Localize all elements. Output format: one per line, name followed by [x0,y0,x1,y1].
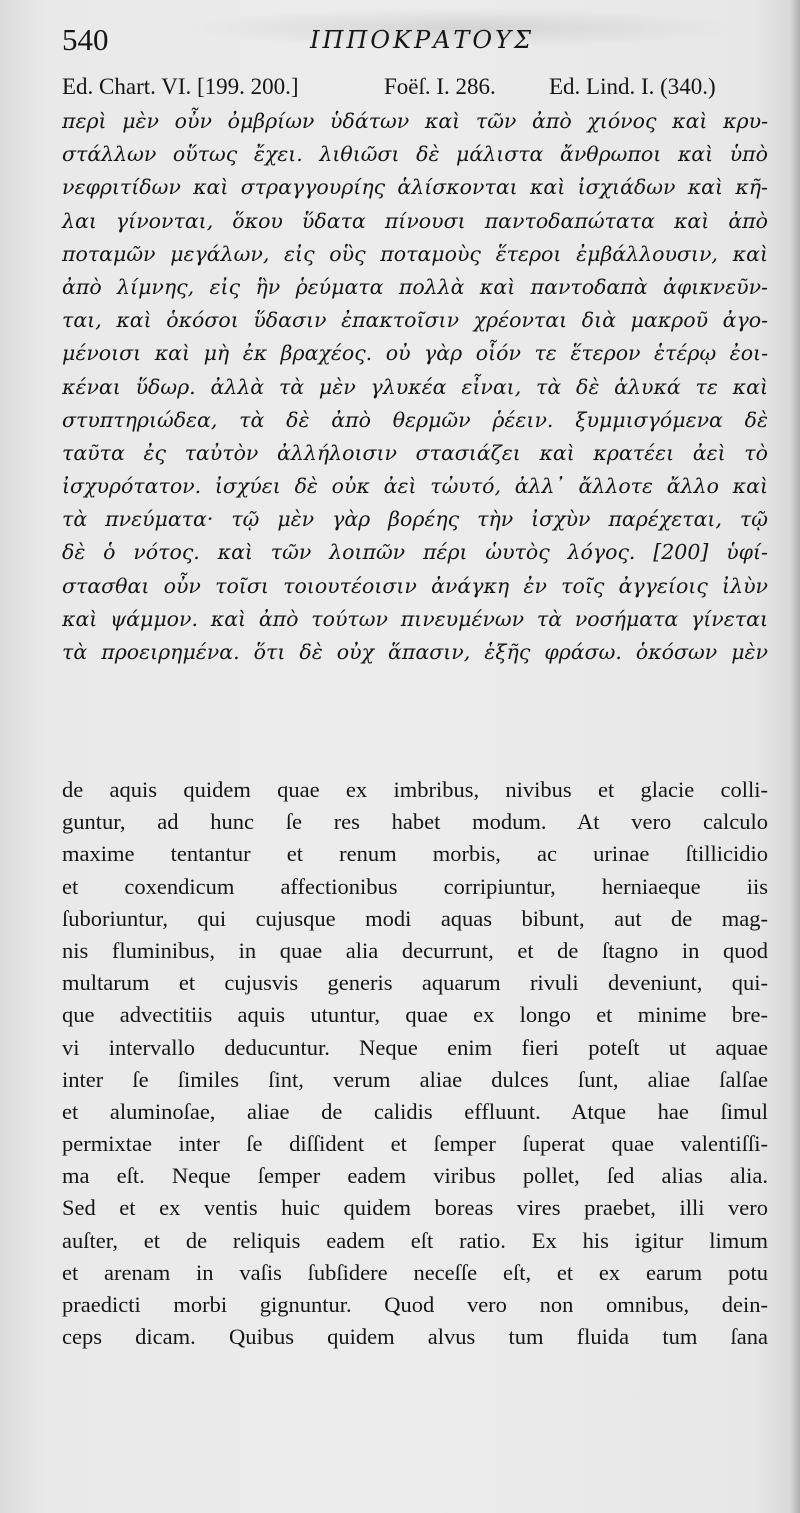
chartier-edition-ref: Ed. Chart. VI. [199. 200.] [62,74,299,99]
latin-text-line: guntur, ad hunc ſe res habet modum. At vero calculo [62,809,768,835]
greek-text-line: ταῦτα ἐς ταὐτὸν ἀλλήλοισιν στασιάζει καὶ κρατέει ἀεὶ τὸ [62,440,768,465]
latin-text-line: nis fluminibus, in quae alia decurrunt, et de ſtagno in quod [62,937,768,963]
greek-text-line: νεφριτίδων καὶ στραγγουρίης ἁλίσκονται καὶ ἰσχιάδων καὶ κῆ- [62,175,768,200]
latin-text-line: maxime tentantur et renum morbis, ac urinae ſtillicidio [62,841,768,867]
latin-text-line: Sed et ex ventis huic quidem boreas vires praebet, illi vero [62,1195,768,1221]
page-edge-shadow [790,0,800,1513]
greek-text-line: ἀπὸ λίμνης, εἰς ἣν ῥεύματα πολλὰ καὶ παντοδαπὰ ἀφικνεῦν- [62,274,768,299]
latin-text-line: vi intervallo deducuntur. Neque enim fieri poteſt ut aquae [62,1034,768,1060]
latin-text-line: ma eſt. Neque ſemper eadem viribus pollet, ſed alias alia. [62,1163,768,1189]
latin-text-line: et aluminoſae, aliae de calidis effluunt. Atque hae ſimul [62,1098,768,1124]
latin-text-line: et arenam in vaſis ſubſidere neceſſe eſt, et ex earum potu [62,1259,768,1285]
greek-text-line: μένοισι καὶ μὴ ἐκ βραχέος. οὐ γὰρ οἷόν τε ἕτερον ἑτέρῳ ἐοι- [62,341,768,366]
latin-text-line: ſuboriuntur, qui cujusque modi aquas bibunt, aut de mag- [62,905,768,931]
greek-text-line: λαι γίνονται, ὅκου ὕδατα πίνουσι παντοδαπώτατα καὶ ἀπὸ [62,208,768,233]
latin-text-line: multarum et cujusvis generis aquarum rivuli deveniunt, qui- [62,970,768,996]
page-number: 540 [62,22,109,57]
greek-text-line: ται, καὶ ὁκόσοι ὕδασιν ἐπακτοῖσιν χρέονται διὰ μακροῦ ἀγο- [62,308,768,333]
greek-text-block [62,105,768,669]
greek-text-line: τὰ προειρημένα. ὅτι δὲ οὐχ ἅπασιν, ἑξῆς φράσω. ὁκόσων μὲν [62,640,768,664]
latin-text-line: praedicti morbi gignuntur. Quod vero non omnibus, dein- [62,1292,768,1317]
greek-text-line: στασθαι οὖν τοῖσι τοιουτέοισιν ἀνάγκη ἐν τοῖς ἀγγείοις ἰλὺν [62,573,768,598]
greek-text-line: δὲ ὁ νότος. καὶ τῶν λοιπῶν πέρι ὡυτὸς λόγος. [200] ὑφί- [62,540,768,565]
latin-text-line: inter ſe ſimiles ſint, verum aliae dulces ſunt, aliae ſalſae [62,1066,768,1092]
greek-text-line: ποταμῶν μεγάλων, εἰς οὓς ποταμοὺς ἕτεροι ἐμβάλλουσιν, καὶ [62,241,768,266]
running-title: ΙΠΠΟΚΡΑΤΟΥΣ [310,26,534,54]
running-head [62,22,770,62]
greek-text-line: καὶ ψάμμον. καὶ ἀπὸ τούτων πινευμένων τὰ νοσήματα γίνεται [62,606,768,631]
latin-text-line: permixtae inter ſe diſſident et ſemper ſuperat quae valentiſſi- [62,1131,768,1157]
latin-text-line: que advectitiis aquis utuntur, quae ex longo et minime bre- [62,1002,768,1028]
latin-text-block [62,774,768,1353]
latin-text-line: auſter, et de reliquis eadem eſt ratio. Ex his igitur limum [62,1227,768,1253]
linden-edition-ref: Ed. Lind. I. (340.) [549,74,716,99]
greek-text-line: ἰσχυρότατον. ἰσχύει δὲ οὐκ ἀεὶ τὠυτό, ἀλλ᾽ ἄλλοτε ἄλλο καὶ [62,474,768,499]
latin-text-line: et coxendicum affectionibus corripiuntur, herniaeque iis [62,873,768,899]
greek-text-line: τὰ πνεύματα· τῷ μὲν γὰρ βορέης τὴν ἰσχὺν παρέχεται, τῷ [62,507,768,532]
foesius-edition-ref: Foëſ. I. 286. [384,74,496,99]
latin-text-line: de aquis quidem quae ex imbribus, nivibus et glacie colli- [62,777,768,802]
latin-text-line: ceps dicam. Quibus quidem alvus tum fluida tum ſana [62,1324,768,1350]
greek-text-line: στάλλων οὕτως ἔχει. λιθιῶσι δὲ μάλιστα ἄνθρωποι καὶ ὑπὸ [62,142,768,167]
greek-text-line: περὶ μὲν οὖν ὀμβρίων ὑδάτων καὶ τῶν ἀπὸ χιόνος καὶ κρυ- [62,109,768,133]
greek-text-line: στυπτηριώδεα, τὰ δὲ ἀπὸ θερμῶν ῥέειν. ξυμμισγόμενα δὲ [62,407,768,432]
greek-text-line: κέναι ὕδωρ. ἀλλὰ τὰ μὲν γλυκέα εἶναι, τὰ δὲ ἁλυκά τε καὶ [62,374,768,399]
